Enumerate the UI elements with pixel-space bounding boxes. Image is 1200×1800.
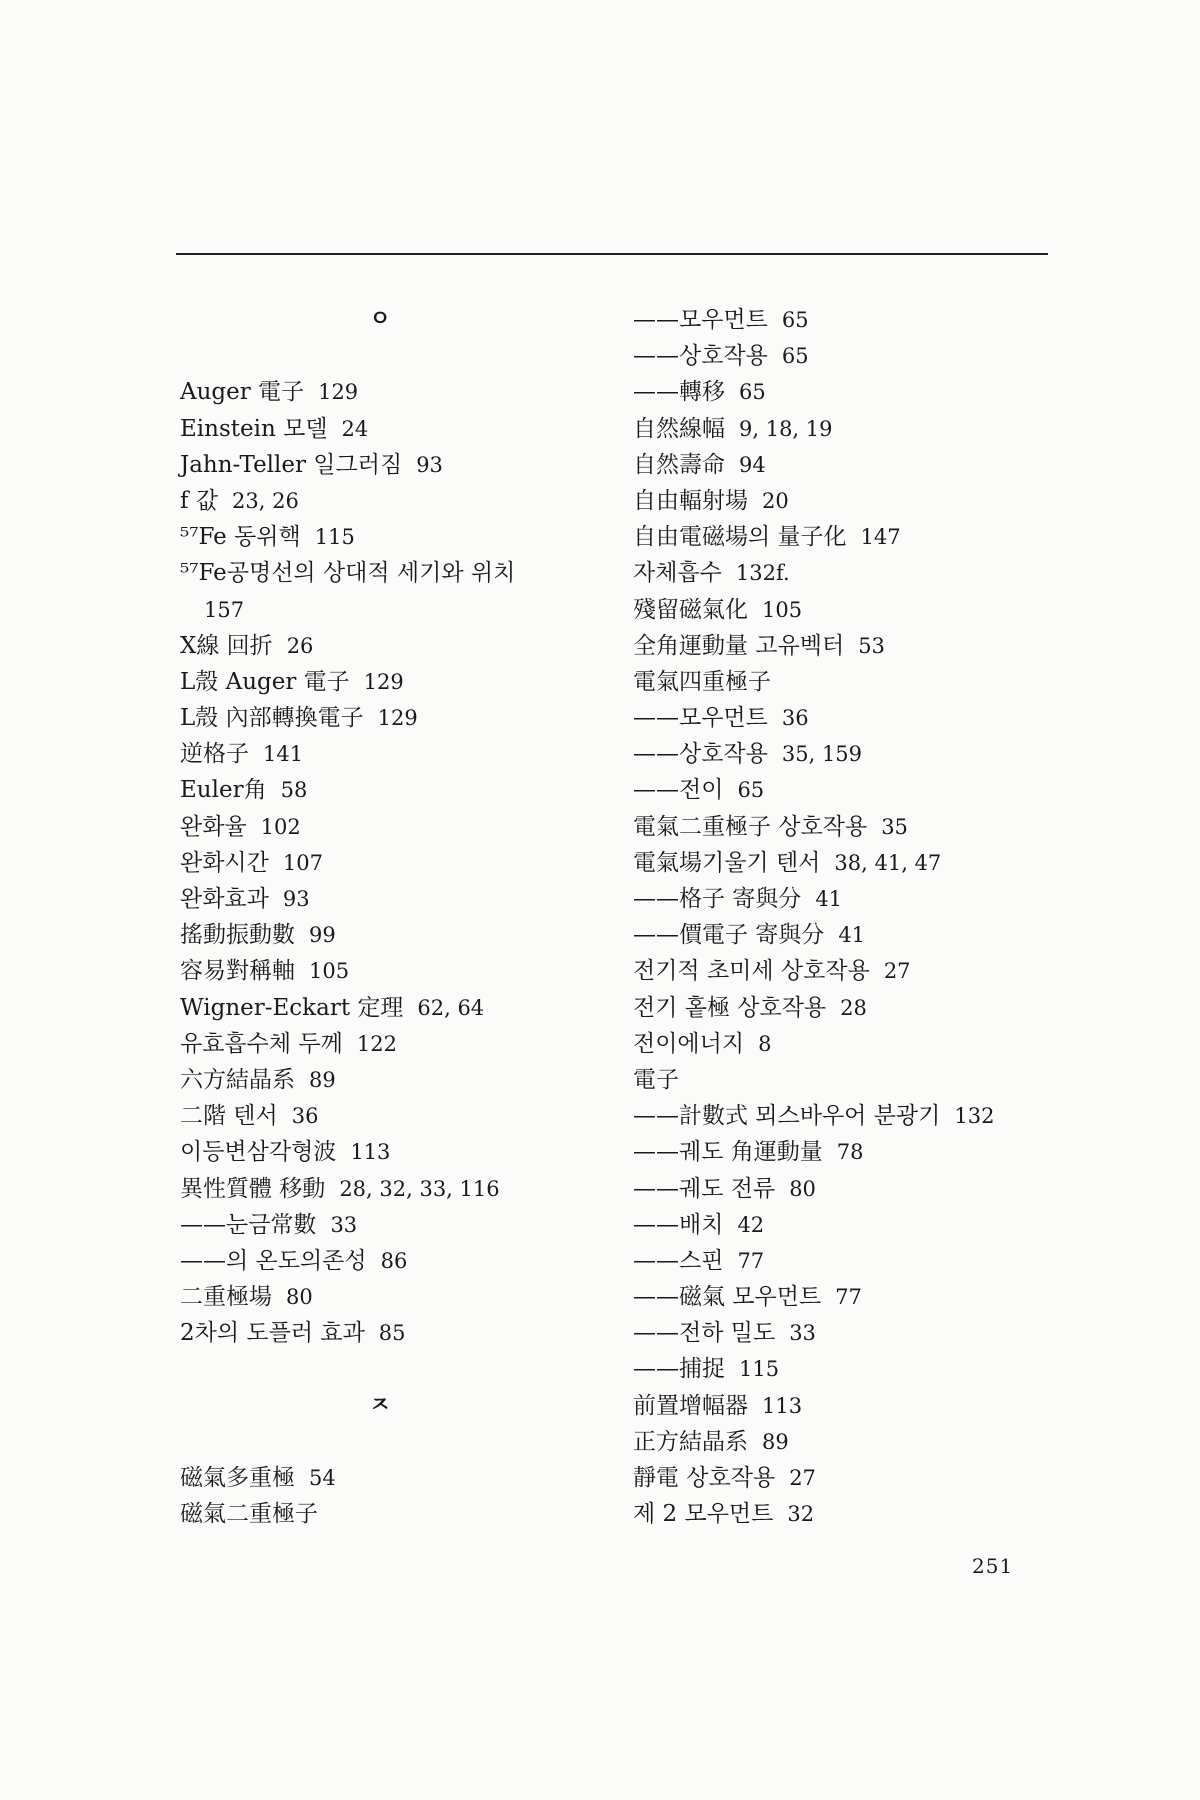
index-term: 二階 텐서 — [180, 1103, 278, 1130]
index-term: 自然線幅 — [633, 415, 725, 442]
index-term: 磁氣二重極子 — [180, 1501, 318, 1528]
index-entry — [180, 1026, 580, 1062]
index-entry — [633, 1243, 994, 1279]
index-term: Euler角 — [180, 777, 267, 804]
right-column — [633, 302, 994, 1532]
index-entry — [633, 1496, 994, 1532]
index-pages: 9, 18, 19 — [739, 416, 833, 441]
index-entry — [633, 953, 994, 989]
index-pages: 115 — [314, 525, 355, 550]
index-entry — [180, 592, 580, 628]
index-entry — [180, 519, 580, 555]
index-term: 완화시간 — [180, 849, 269, 876]
index-entry — [180, 1279, 580, 1315]
index-entry — [180, 1315, 580, 1351]
index-term: 異性質體 移動 — [180, 1175, 326, 1202]
index-term: 正方結晶系 — [633, 1428, 748, 1455]
index-pages: 77 — [835, 1285, 862, 1310]
index-entry — [180, 700, 580, 736]
index-pages: 115 — [739, 1357, 780, 1382]
index-term: 電氣四重極子 — [633, 668, 771, 695]
index-pages: 122 — [356, 1031, 397, 1056]
index-entry — [180, 374, 580, 410]
index-pages: 26 — [286, 633, 314, 658]
index-term: ——전하 밀도 — [633, 1320, 776, 1347]
index-entry — [180, 1134, 580, 1170]
index-term: ——價電子 寄與分 — [633, 922, 825, 949]
index-term: ⁵⁷Fe공명선의 상대적 세기와 위치 — [180, 560, 516, 587]
index-term: L殼 Auger 電子 — [180, 668, 350, 695]
index-entry — [633, 1098, 994, 1134]
index-pages: 36 — [781, 706, 809, 731]
index-entry — [180, 845, 580, 881]
index-entry — [633, 736, 994, 772]
index-pages: 105 — [762, 597, 803, 622]
index-entry — [633, 917, 994, 953]
index-pages: 28, 32, 33, 116 — [339, 1176, 500, 1201]
index-term: Jahn-Teller 일그러짐 — [180, 451, 403, 478]
index-entry — [180, 1460, 580, 1496]
index-pages: 32 — [787, 1502, 815, 1527]
index-pages: 54 — [309, 1466, 336, 1490]
index-entry — [180, 628, 580, 664]
index-term: 전기적 초미세 상호작용 — [633, 958, 870, 985]
index-pages: 42 — [737, 1212, 765, 1237]
index-term: ——格子 寄與分 — [633, 886, 802, 912]
index-pages: 65 — [739, 380, 766, 405]
index-pages: 80 — [789, 1176, 816, 1201]
index-entry — [633, 1388, 994, 1424]
index-pages: 20 — [762, 488, 789, 513]
index-entry — [633, 302, 994, 338]
index-pages: 35, 159 — [781, 742, 863, 767]
index-entry — [180, 411, 580, 447]
index-term: 電氣場기울기 텐서 — [633, 849, 821, 876]
index-pages: 58 — [280, 778, 308, 803]
index-term: ⁵⁷Fe 동위핵 — [180, 524, 301, 551]
index-entry — [633, 1134, 994, 1170]
index-pages: 8 — [758, 1031, 772, 1056]
index-term: Einstein 모델 — [180, 415, 328, 442]
index-pages: 27 — [789, 1466, 816, 1490]
index-entry — [633, 845, 994, 881]
left-column — [180, 302, 580, 1532]
index-pages: 102 — [260, 814, 301, 839]
index-term: 六方結晶系 — [180, 1066, 295, 1093]
section-heading-jieut: ㅈ — [369, 1392, 391, 1418]
index-term: ——磁氣 모우먼트 — [633, 1284, 822, 1311]
index-entry — [633, 990, 994, 1026]
index-pages: 62, 64 — [417, 995, 485, 1020]
heading-spacer — [180, 338, 580, 374]
index-term: 前置增幅器 — [633, 1392, 748, 1419]
index-term: 유효흡수체 두께 — [180, 1030, 343, 1057]
index-pages: 33 — [789, 1321, 816, 1346]
index-entry — [633, 555, 994, 591]
index-pages: 147 — [860, 525, 901, 550]
index-term: 全角運動量 고유벡터 — [633, 632, 845, 659]
index-term: ——궤도 전류 — [633, 1175, 776, 1202]
index-entry — [180, 953, 580, 989]
index-term: 자체흡수 — [633, 560, 722, 587]
index-pages: 33 — [330, 1212, 358, 1237]
index-pages: 93 — [282, 887, 310, 911]
index-entry — [180, 881, 580, 917]
index-pages: 28 — [840, 995, 867, 1020]
index-entry — [180, 447, 580, 483]
index-pages: 132f. — [735, 561, 790, 586]
index-entry — [633, 1026, 994, 1062]
index-list-jieut — [180, 1460, 580, 1532]
index-list-right — [633, 302, 994, 1532]
index-pages: 89 — [762, 1429, 789, 1454]
index-pages: 157 — [204, 597, 245, 622]
index-term: 電氣二重極子 상호작용 — [633, 813, 868, 840]
index-entry — [180, 664, 580, 700]
index-pages: 23, 26 — [232, 488, 299, 513]
index-pages: 113 — [762, 1393, 803, 1418]
index-entry — [633, 374, 994, 410]
index-entry — [633, 1315, 994, 1351]
index-pages: 35 — [881, 814, 908, 839]
index-term: 磁氣多重極 — [180, 1465, 295, 1491]
index-pages: 78 — [836, 1140, 864, 1165]
index-term: ——計數式 뫼스바우어 분광기 — [633, 1103, 941, 1130]
index-term: L殼 內部轉換電子 — [180, 705, 364, 732]
index-entry — [633, 1424, 994, 1460]
index-pages: 86 — [380, 1248, 408, 1273]
index-list-ieung — [180, 374, 580, 1351]
index-term: 완화율 — [180, 813, 247, 840]
index-entry — [633, 809, 994, 845]
index-pages: 105 — [309, 959, 350, 984]
index-entry — [633, 628, 994, 664]
index-term: 전이에너지 — [633, 1030, 745, 1057]
index-entry — [180, 555, 580, 591]
index-term: 自然壽命 — [633, 451, 725, 478]
page-number: 251 — [972, 1554, 1014, 1578]
section-heading-ieung: ㅇ — [369, 307, 391, 332]
index-term: ——의 온도의존성 — [180, 1247, 367, 1274]
index-entry — [180, 1098, 580, 1134]
index-pages: 27 — [883, 959, 911, 984]
index-pages: 113 — [350, 1140, 391, 1165]
index-term: 2차의 도플러 효과 — [180, 1320, 365, 1347]
index-entry — [180, 809, 580, 845]
heading-spacer — [180, 1424, 580, 1460]
index-term: 이등변삼각형波 — [180, 1139, 337, 1166]
index-term: 靜電 상호작용 — [633, 1465, 776, 1491]
index-pages: 65 — [781, 308, 809, 332]
index-term: 제 2 모우먼트 — [633, 1501, 774, 1528]
index-pages: 89 — [309, 1067, 336, 1092]
index-pages: 65 — [781, 344, 809, 369]
index-term: ——상호작용 — [633, 741, 768, 768]
index-entry — [633, 664, 994, 700]
index-entry — [633, 1207, 994, 1243]
index-entry — [180, 990, 580, 1026]
index-term: ——전이 — [633, 777, 724, 804]
index-entry — [180, 736, 580, 772]
index-term: 殘留磁氣化 — [633, 596, 748, 623]
index-pages: 85 — [378, 1321, 406, 1346]
index-term: 容易對稱軸 — [180, 958, 295, 985]
index-term: 二重極場 — [180, 1284, 272, 1311]
index-term: ——궤도 角運動量 — [633, 1139, 823, 1166]
index-term: 自由電磁場의 量子化 — [633, 524, 847, 551]
index-term: ——배치 — [633, 1211, 724, 1238]
index-entry — [633, 1062, 994, 1098]
index-pages: 41 — [815, 887, 843, 911]
index-term: 自由輻射場 — [633, 487, 748, 514]
index-entry — [633, 592, 994, 628]
index-entry — [180, 1243, 580, 1279]
index-term: ——모우먼트 — [633, 705, 768, 732]
index-term: 電子 — [633, 1066, 679, 1093]
index-pages: 94 — [739, 452, 766, 477]
index-entry — [180, 483, 580, 519]
index-pages: 141 — [263, 742, 304, 767]
index-term: Auger 電子 — [180, 379, 305, 406]
index-entry — [180, 1062, 580, 1098]
index-pages: 129 — [363, 669, 404, 694]
index-entry — [633, 1460, 994, 1496]
index-entry — [633, 700, 994, 736]
index-pages: 99 — [309, 923, 336, 948]
index-entry — [180, 772, 580, 808]
index-pages: 24 — [341, 416, 369, 441]
index-term: ——轉移 — [633, 379, 725, 406]
index-entry — [633, 519, 994, 555]
index-entry — [633, 447, 994, 483]
index-entry — [633, 772, 994, 808]
top-rule — [176, 253, 1048, 255]
index-term: 전기 홑極 상호작용 — [633, 994, 827, 1021]
index-entry — [633, 881, 994, 917]
index-pages: 77 — [737, 1248, 765, 1273]
index-entry — [633, 411, 994, 447]
section-spacer — [180, 1351, 580, 1387]
index-entry — [633, 483, 994, 519]
index-pages: 53 — [858, 633, 885, 658]
index-term: X線 回折 — [180, 632, 273, 659]
index-pages: 36 — [291, 1104, 319, 1129]
index-entry — [633, 1171, 994, 1207]
index-entry — [180, 1171, 580, 1207]
index-pages: 65 — [737, 778, 765, 803]
index-term: Wigner-Eckart 定理 — [180, 994, 404, 1021]
index-entry — [633, 338, 994, 374]
index-term: ——상호작용 — [633, 343, 768, 370]
index-entry — [633, 1279, 994, 1315]
index-entry — [180, 917, 580, 953]
index-pages: 38, 41, 47 — [834, 850, 942, 875]
index-entry — [180, 1496, 580, 1532]
index-pages: 80 — [286, 1285, 313, 1310]
index-term: ——눈금常數 — [180, 1211, 317, 1238]
index-term: 逆格子 — [180, 741, 249, 768]
index-term: 搖動振動數 — [180, 922, 295, 949]
index-term: ——모우먼트 — [633, 307, 768, 333]
index-pages: 41 — [838, 923, 866, 948]
index-pages: 93 — [416, 452, 443, 477]
index-pages: 129 — [377, 706, 418, 731]
index-pages: 132 — [954, 1104, 995, 1129]
index-pages: 107 — [282, 850, 323, 875]
index-entry — [180, 1207, 580, 1243]
index-entry — [633, 1351, 994, 1387]
index-term: ——捕捉 — [633, 1356, 725, 1383]
index-term: 완화효과 — [180, 886, 269, 912]
index-pages: 129 — [318, 380, 359, 405]
index-term: f 값 — [180, 487, 219, 514]
index-term: ——스핀 — [633, 1247, 724, 1274]
